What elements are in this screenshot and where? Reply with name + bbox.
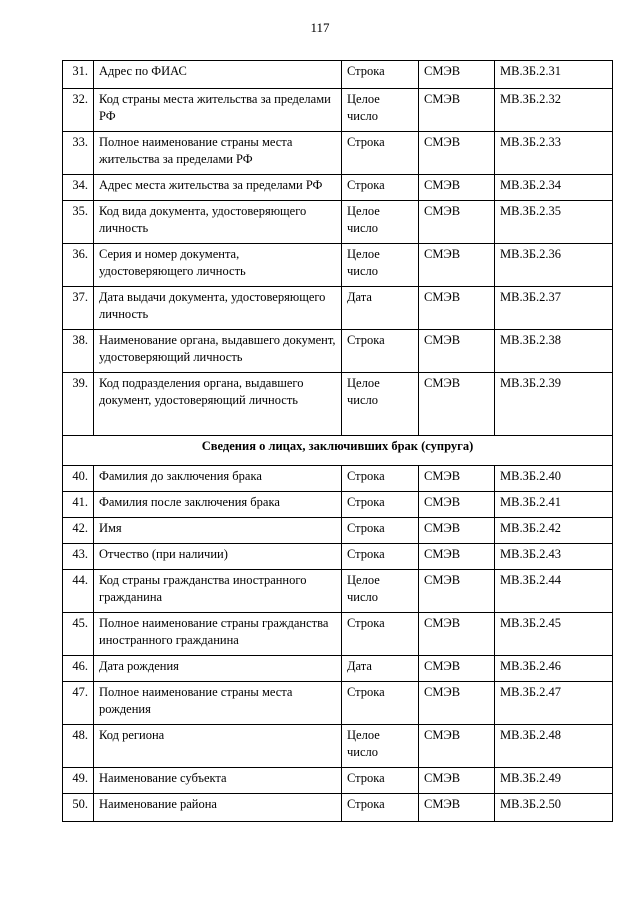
field-source: СМЭВ (419, 466, 495, 492)
field-source: СМЭВ (419, 373, 495, 436)
field-code: МВ.ЗБ.2.43 (495, 544, 613, 570)
row-number: 36. (63, 244, 94, 287)
row-number: 41. (63, 492, 94, 518)
field-code: МВ.ЗБ.2.34 (495, 175, 613, 201)
row-number: 33. (63, 132, 94, 175)
field-type: Строка (342, 61, 419, 89)
row-number: 42. (63, 518, 94, 544)
field-code: МВ.ЗБ.2.35 (495, 201, 613, 244)
field-code: МВ.ЗБ.2.50 (495, 794, 613, 822)
table-row (63, 466, 613, 492)
page-number: 117 (310, 20, 330, 35)
section-heading: Сведения о лицах, заключивших брак (супруга) (63, 436, 613, 466)
field-name: Наименование субъекта (94, 768, 342, 794)
field-type: Строка (342, 175, 419, 201)
field-type: Дата (342, 656, 419, 682)
row-number: 47. (63, 682, 94, 725)
table-row (63, 61, 613, 89)
field-code: МВ.ЗБ.2.42 (495, 518, 613, 544)
field-name: Фамилия до заключения брака (94, 466, 342, 492)
field-name: Код подразделения органа, выдавшего документ, удостоверяющий личность (94, 373, 342, 436)
row-number: 46. (63, 656, 94, 682)
table-row (63, 492, 613, 518)
field-type: Дата (342, 287, 419, 330)
table-row (63, 132, 613, 175)
field-name: Наименование района (94, 794, 342, 822)
field-name: Фамилия после заключения брака (94, 492, 342, 518)
field-code: МВ.ЗБ.2.48 (495, 725, 613, 768)
table-row (63, 613, 613, 656)
field-code: МВ.ЗБ.2.41 (495, 492, 613, 518)
field-type: Строка (342, 682, 419, 725)
row-number: 32. (63, 89, 94, 132)
field-name: Серия и номер документа, удостоверяющего личность (94, 244, 342, 287)
field-code: МВ.ЗБ.2.36 (495, 244, 613, 287)
row-number: 50. (63, 794, 94, 822)
field-source: СМЭВ (419, 518, 495, 544)
field-name: Имя (94, 518, 342, 544)
row-number: 48. (63, 725, 94, 768)
row-number: 40. (63, 466, 94, 492)
field-code: МВ.ЗБ.2.37 (495, 287, 613, 330)
field-source: СМЭВ (419, 768, 495, 794)
table-row (63, 330, 613, 373)
field-name: Полное наименование страны гражданства иностранного гражданина (94, 613, 342, 656)
field-code: МВ.ЗБ.2.44 (495, 570, 613, 613)
field-source: СМЭВ (419, 570, 495, 613)
table-row (63, 244, 613, 287)
row-number: 39. (63, 373, 94, 436)
table-row (63, 794, 613, 822)
row-number: 45. (63, 613, 94, 656)
table-row (63, 570, 613, 613)
field-type: Строка (342, 492, 419, 518)
field-name: Полное наименование страны места рождения (94, 682, 342, 725)
table-row (63, 201, 613, 244)
field-source: СМЭВ (419, 656, 495, 682)
field-name: Код региона (94, 725, 342, 768)
row-number: 43. (63, 544, 94, 570)
field-type: Строка (342, 518, 419, 544)
row-number: 38. (63, 330, 94, 373)
table-row (63, 175, 613, 201)
field-code: МВ.ЗБ.2.47 (495, 682, 613, 725)
field-code: МВ.ЗБ.2.38 (495, 330, 613, 373)
field-name: Адрес места жительства за пределами РФ (94, 175, 342, 201)
field-type: Целое число (342, 373, 419, 436)
field-source: СМЭВ (419, 492, 495, 518)
table-row (63, 287, 613, 330)
field-name: Наименование органа, выдавшего документ, удостоверяющий личность (94, 330, 342, 373)
field-type: Строка (342, 613, 419, 656)
field-name: Адрес по ФИАС (94, 61, 342, 89)
field-source: СМЭВ (419, 61, 495, 89)
field-type: Целое число (342, 201, 419, 244)
field-name: Код страны гражданства иностранного гражданина (94, 570, 342, 613)
field-source: СМЭВ (419, 544, 495, 570)
field-type: Целое число (342, 89, 419, 132)
field-type: Строка (342, 330, 419, 373)
field-code: МВ.ЗБ.2.39 (495, 373, 613, 436)
field-type: Целое число (342, 725, 419, 768)
field-source: СМЭВ (419, 794, 495, 822)
field-name: Код страны места жительства за пределами РФ (94, 89, 342, 132)
field-source: СМЭВ (419, 132, 495, 175)
field-name: Дата рождения (94, 656, 342, 682)
field-type: Целое число (342, 570, 419, 613)
table-row (63, 518, 613, 544)
field-source: СМЭВ (419, 287, 495, 330)
field-code: МВ.ЗБ.2.32 (495, 89, 613, 132)
field-code: МВ.ЗБ.2.49 (495, 768, 613, 794)
field-name: Код вида документа, удостоверяющего личность (94, 201, 342, 244)
row-number: 35. (63, 201, 94, 244)
field-code: МВ.ЗБ.2.33 (495, 132, 613, 175)
row-number: 31. (63, 61, 94, 89)
field-source: СМЭВ (419, 682, 495, 725)
field-type: Строка (342, 544, 419, 570)
field-source: СМЭВ (419, 89, 495, 132)
table-row (63, 725, 613, 768)
field-type: Строка (342, 132, 419, 175)
table-row (63, 544, 613, 570)
field-name: Полное наименование страны места жительства за пределами РФ (94, 132, 342, 175)
field-code: МВ.ЗБ.2.31 (495, 61, 613, 89)
table-row (63, 682, 613, 725)
row-number: 49. (63, 768, 94, 794)
table-row (63, 656, 613, 682)
field-type: Целое число (342, 244, 419, 287)
field-source: СМЭВ (419, 725, 495, 768)
row-number: 44. (63, 570, 94, 613)
table-row (63, 89, 613, 132)
field-code: МВ.ЗБ.2.46 (495, 656, 613, 682)
field-source: СМЭВ (419, 201, 495, 244)
row-number: 37. (63, 287, 94, 330)
section-header-row (63, 436, 613, 466)
field-source: СМЭВ (419, 244, 495, 287)
field-source: СМЭВ (419, 330, 495, 373)
field-code: МВ.ЗБ.2.45 (495, 613, 613, 656)
data-fields-table (62, 60, 613, 822)
field-type: Строка (342, 794, 419, 822)
table-row (63, 373, 613, 436)
table-row (63, 768, 613, 794)
field-code: МВ.ЗБ.2.40 (495, 466, 613, 492)
row-number: 34. (63, 175, 94, 201)
field-name: Дата выдачи документа, удостоверяющего личность (94, 287, 342, 330)
field-source: СМЭВ (419, 175, 495, 201)
field-name: Отчество (при наличии) (94, 544, 342, 570)
field-source: СМЭВ (419, 613, 495, 656)
field-type: Строка (342, 466, 419, 492)
field-type: Строка (342, 768, 419, 794)
